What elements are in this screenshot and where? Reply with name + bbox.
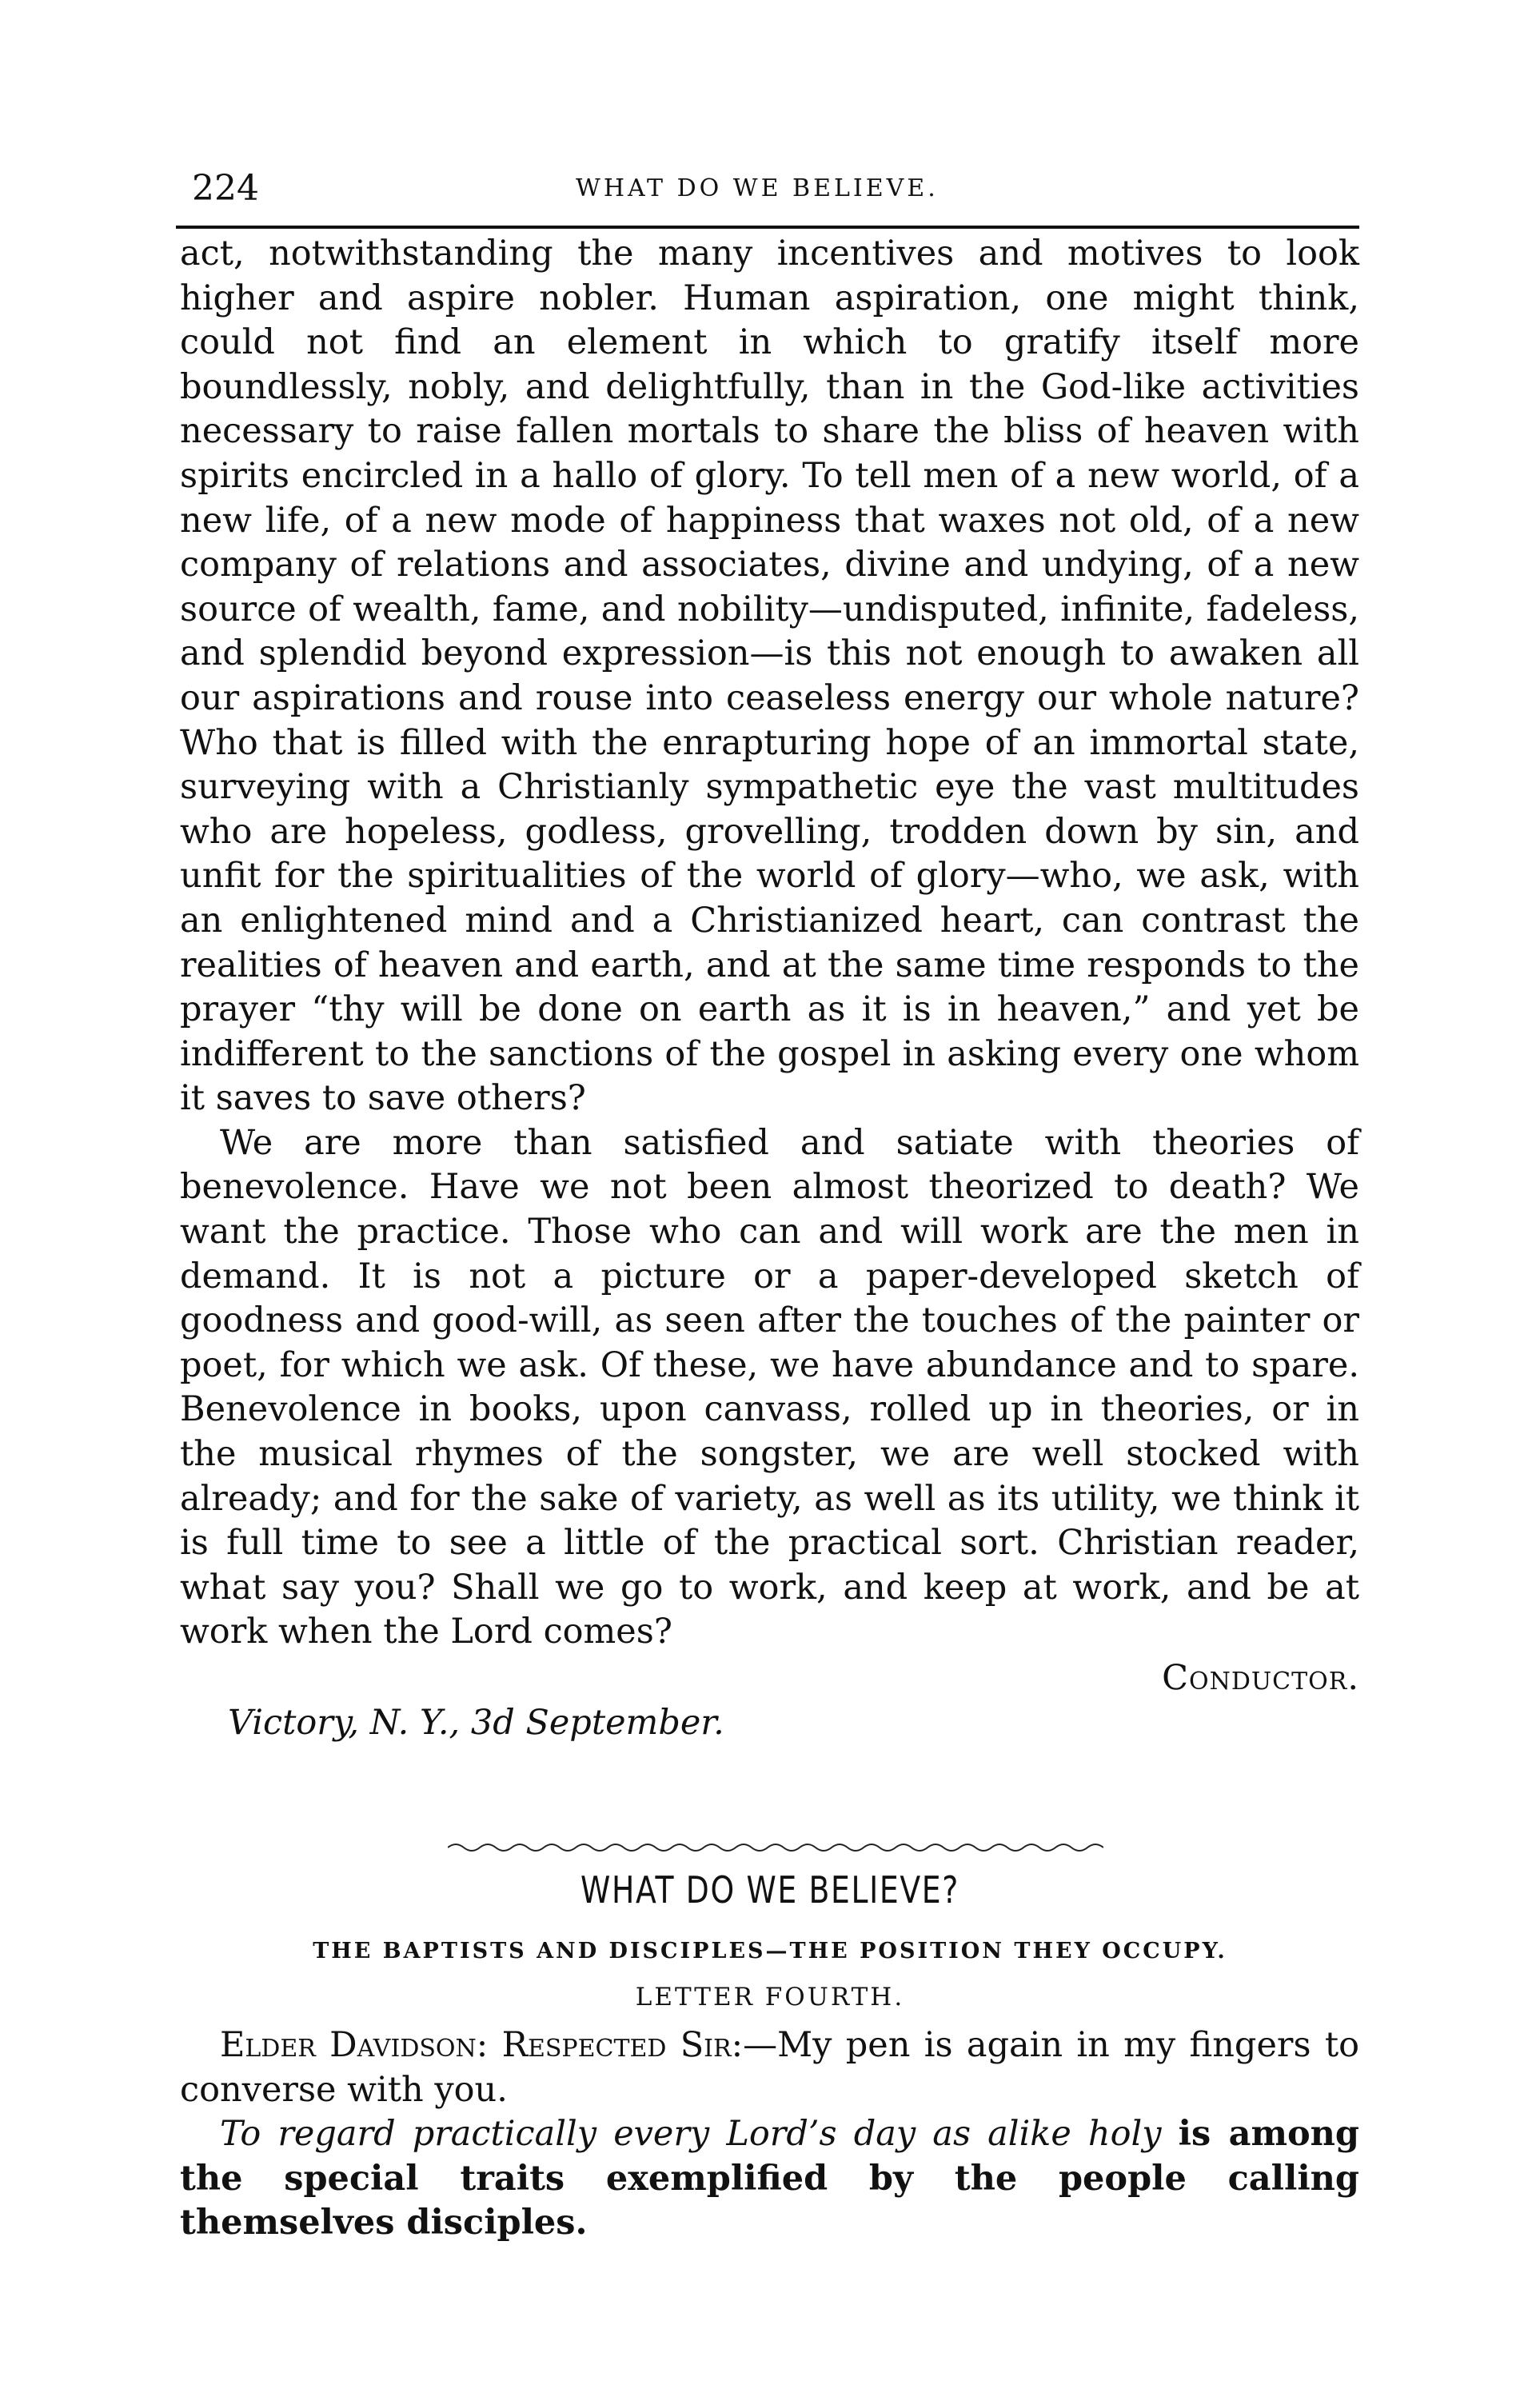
article-paragraph-1: act, notwithstanding the many incentives and motives to look higher and aspire nobler. Human aspiration, one might think, could not find an element in which to gratify itself more boundlessly, nobly, and delightfully, than in the God-like activities necessary to raise fallen mortals to share the bliss of heaven with spirits encircled in a hallo of glory. To tell men of a new world, of a new life, of a new mode of happiness that waxes not old, of a new company of relations and associates, divine and undying, of a new source of wealth, fame, and nobility—undisputed, infinite, fadeless, and splendid beyond expression—is this not enough to awaken all our aspirations and rouse into ceaseless energy our whole nature? Who that is filled with the enrapturing hope of an immortal state, surveying with a Christianly sympathetic eye the vast multitudes who are hopeless, godless, grovelling, trodden down by sin, and unfit for the spiritualities of the world of glory—who, we ask, with an enlightened mind and a Christianized heart, can contrast the realities of heaven and earth, and at the same time responds to the prayer “thy will be done on earth as it is in heaven,” and yet be indifferent to the sanctions of the gospel in asking every one whom it saves to save others?	[180, 234, 1359, 1119]
article-body	[180, 232, 1359, 1745]
header-rule	[176, 226, 1359, 229]
letter-heading: LETTER FOURTH.	[635, 1983, 905, 2011]
article-paragraph-2: We are more than satisfied and satiate with theories of benevolence. Have we not been almost theorized to death? We want the practice. Those who can and will work are the men in demand. It is not a picture or a paper-developed sketch of goodness and good-will, as seen after the touches of the painter or poet, for which we ask. Of these, we have abundance and to spare. Benevolence in books, upon canvass, rolled up in theories, or in the musical rhymes of the songster, we are well stocked with already; and for the sake of variety, as well as its utility, we think it is full time to see a little of the practical sort. Christian reader, what say you? Shall we go to work, and keep at work, and be at work when the Lord comes?	[180, 1122, 1359, 1652]
page-header	[176, 160, 1359, 208]
salutation-respect: Respected Sir:	[501, 2025, 744, 2065]
bold-tail: is among the special traits exemplified by the people calling themselves disciples.	[180, 2114, 1359, 2243]
opening-text: —My pen is again in my fingers to converse with you.	[180, 2025, 1359, 2110]
salutation-name: Elder Davidson:	[220, 2025, 489, 2065]
letter-body	[180, 2023, 1359, 2246]
section-title: WHAT DO WE BELIEVE?	[580, 1868, 960, 1912]
running-head: WHAT DO WE BELIEVE.	[576, 174, 939, 202]
letter-opening	[180, 2023, 1359, 2112]
article-dateline: Victory, N. Y., 3d September.	[228, 1702, 724, 1743]
section-subtitle: THE BAPTISTS AND DISCIPLES—THE POSITION THEY OCCUPY.	[313, 1939, 1227, 1964]
section-divider	[448, 1840, 1103, 1856]
page-number: 224	[192, 168, 259, 209]
letter-paragraph-2	[180, 2112, 1359, 2246]
italic-lead: To regard practically every Lord’s day as alike holy	[220, 2114, 1162, 2155]
article-signature: Conductor.	[1162, 1658, 1359, 1698]
